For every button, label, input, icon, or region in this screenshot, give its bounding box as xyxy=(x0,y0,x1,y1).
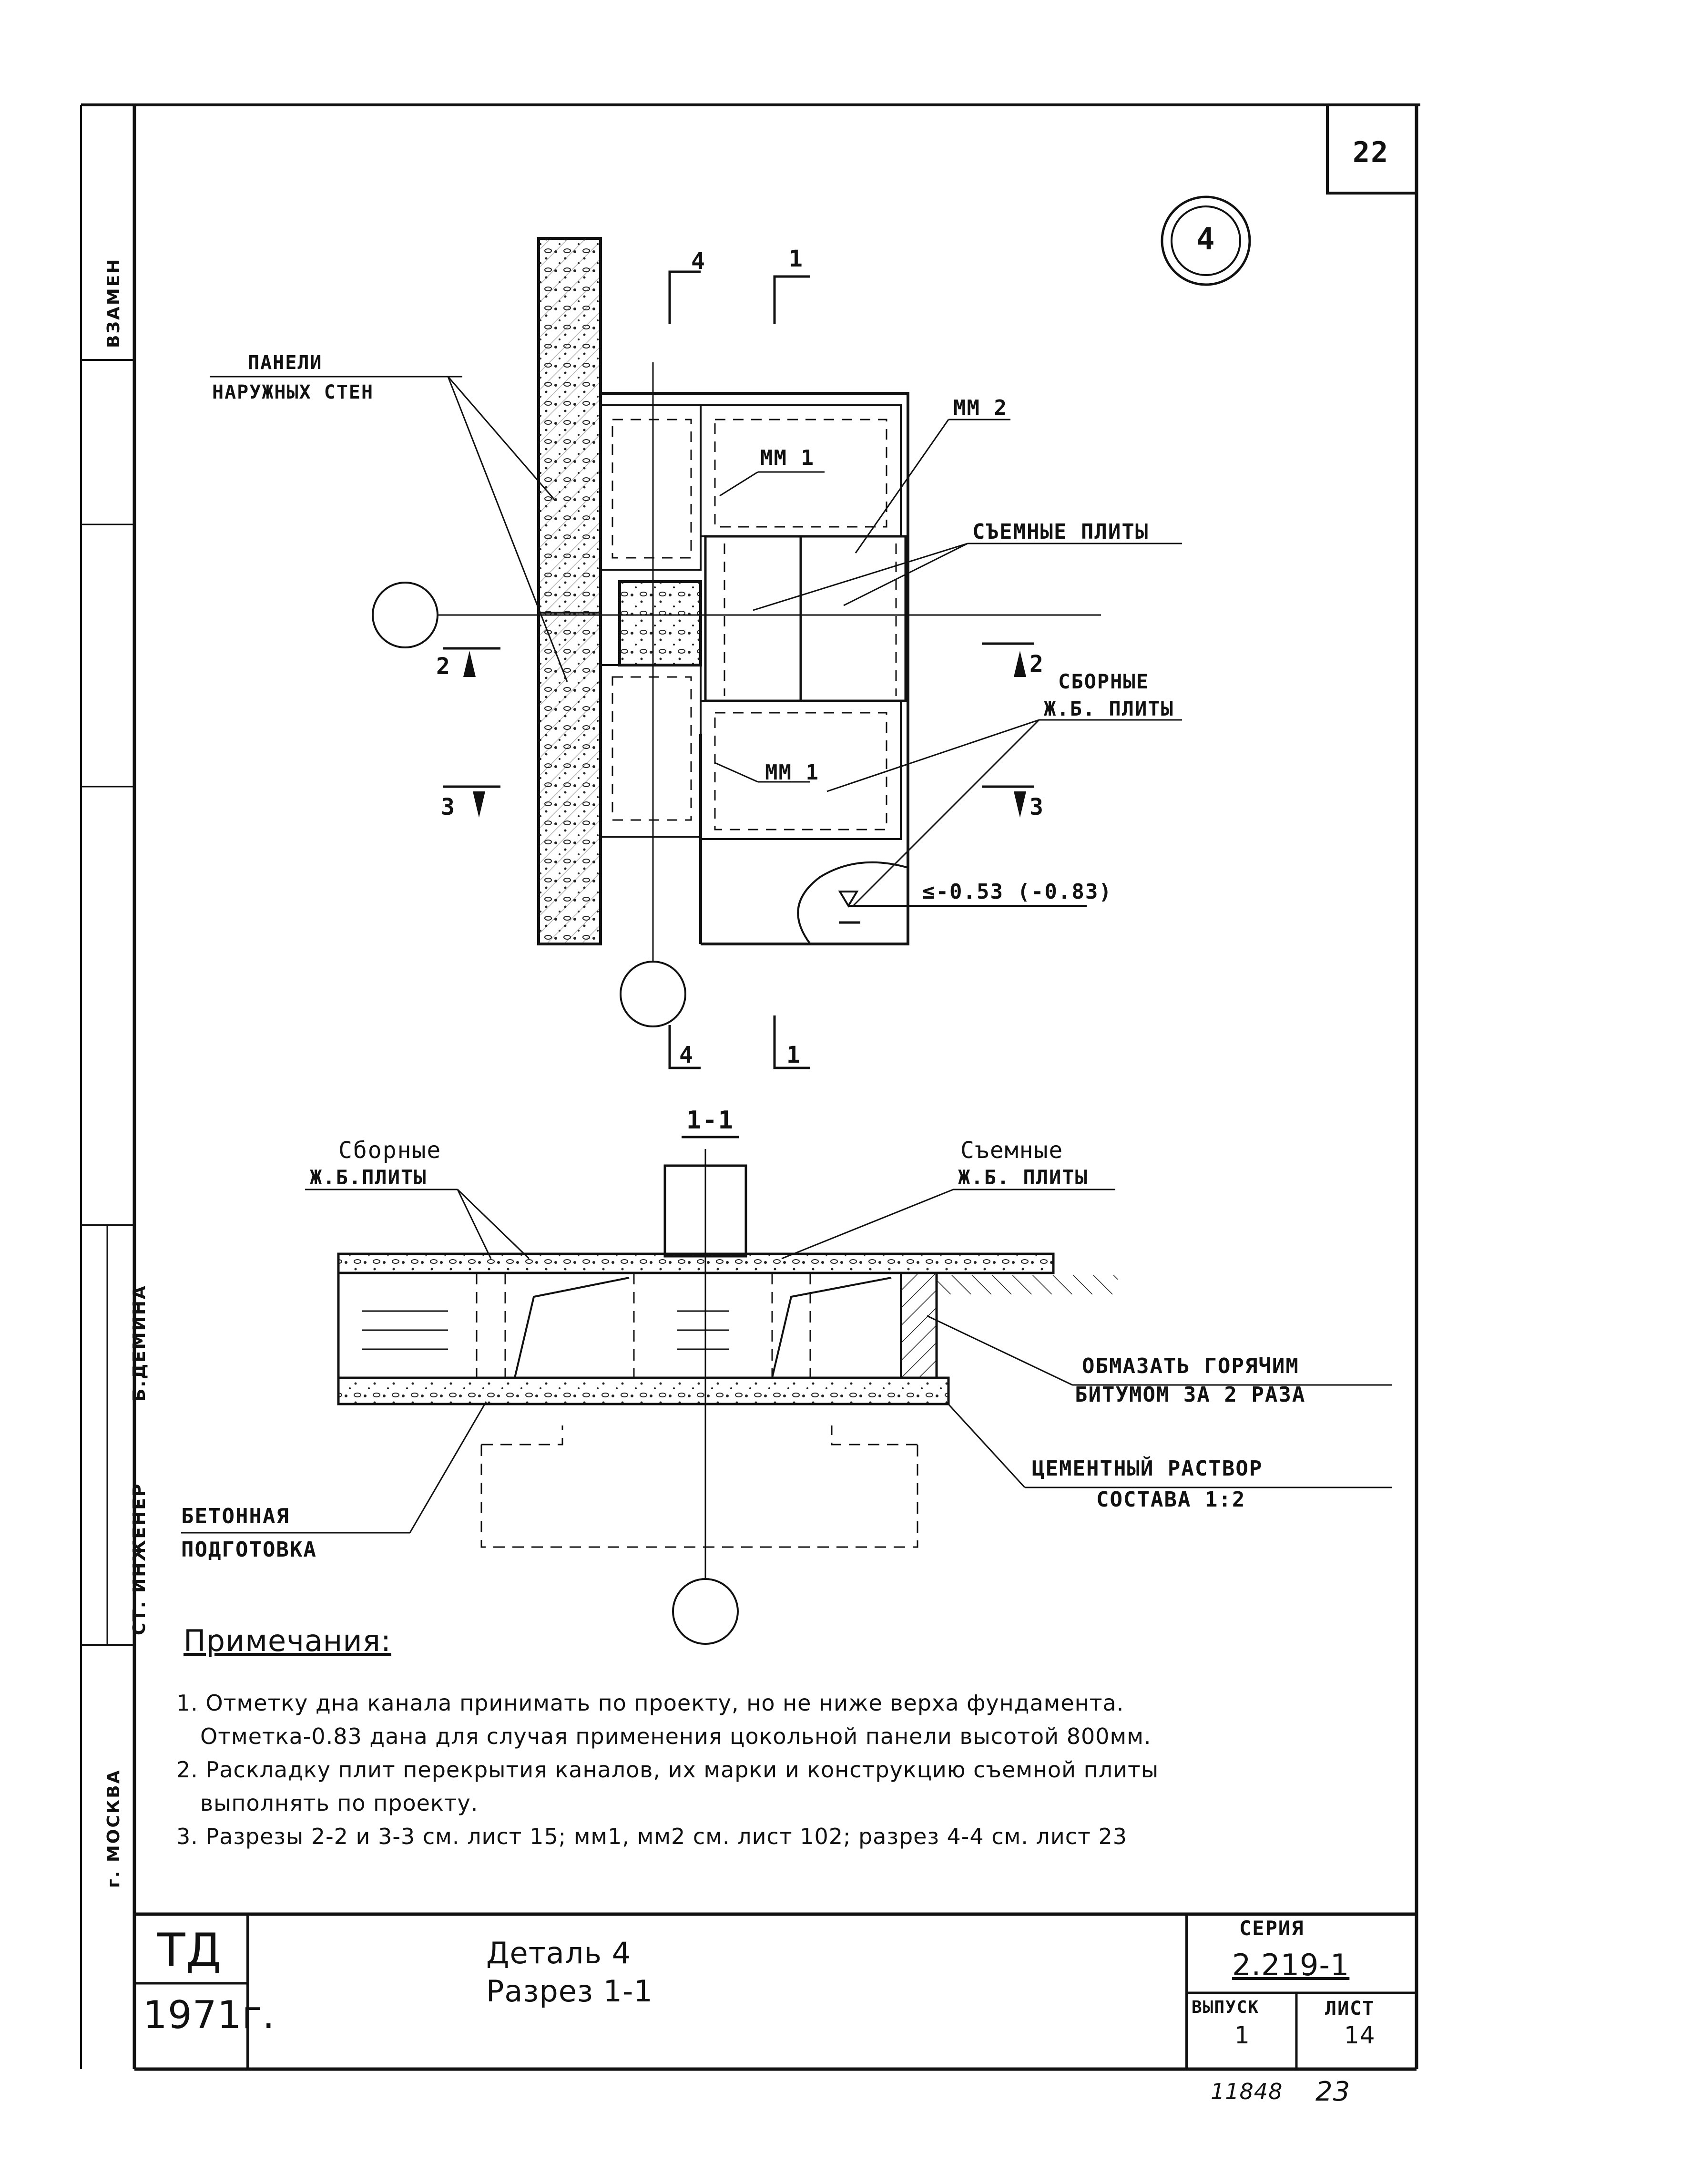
tb-issue-value: 1 xyxy=(1234,2021,1250,2049)
title-block-lines xyxy=(134,1914,1417,2069)
cut-3-right: 3 xyxy=(1030,794,1044,820)
label-precast-2: Ж.Б. ПЛИТЫ xyxy=(1044,697,1174,720)
section-label-precast-2: Ж.Б.ПЛИТЫ xyxy=(310,1166,427,1189)
tb-series-label: СЕРИЯ xyxy=(1239,1917,1305,1940)
tb-issue-label: ВЫПУСК xyxy=(1192,1998,1260,2017)
label-precast-1: СБОРНЫЕ xyxy=(1058,670,1150,693)
stamp-engineer-role: СТ. ИНЖЕНЕР xyxy=(130,1482,149,1635)
note-line-1: 1. Отметку дна канала принимать по проекту, но не ниже верха фундамента. xyxy=(176,1690,1124,1716)
tb-title-2: Разрез 1-1 xyxy=(486,1974,653,2009)
section-label-concrete-1: БЕТОННАЯ xyxy=(181,1504,290,1528)
stamp-engineer-name: Б.ДЕМИНА xyxy=(130,1284,149,1402)
section-label-removable-2: Ж.Б. ПЛИТЫ xyxy=(958,1166,1088,1189)
section-label-concrete-2: ПОДГОТОВКА xyxy=(181,1538,317,1562)
note-line-4: выполнять по проекту. xyxy=(200,1790,479,1816)
section-label-removable-1: Съемные xyxy=(960,1137,1064,1164)
section-label-precast-1: Сборные xyxy=(338,1137,442,1164)
tb-sheet-label: ЛИСТ xyxy=(1325,1998,1375,2020)
section-label-bitumen-1: ОБМАЗАТЬ ГОРЯЧИМ xyxy=(1082,1354,1299,1378)
detail-marker-number: 4 xyxy=(1196,222,1216,257)
archive-number: 11848 xyxy=(1211,2079,1283,2104)
label-wall-panels-2: НАРУЖНЫХ СТЕН xyxy=(212,381,374,403)
cut-3-left: 3 xyxy=(441,794,456,820)
note-line-2: Отметка-0.83 дана для случая применения цокольной панели высотой 800мм. xyxy=(200,1723,1152,1749)
stamp-city: г. МОСКВА xyxy=(104,1769,123,1888)
tb-series-value: 2.219-1 xyxy=(1232,1948,1350,1982)
section-label-mortar-1: ЦЕМЕНТНЫЙ РАСТВОР xyxy=(1032,1456,1263,1481)
elevation-mark: ≤-0.53 (-0.83) xyxy=(922,880,1112,904)
notes-heading: Примечания: xyxy=(183,1623,391,1658)
note-line-3: 2. Раскладку плит перекрытия каналов, их марки и конструкцию съемной плиты xyxy=(176,1757,1159,1783)
archive-page: 23 xyxy=(1315,2076,1351,2107)
cut-4-bottom: 4 xyxy=(679,1042,694,1068)
tb-year: 1971г. xyxy=(143,1993,275,2037)
label-mm1-top: ММ 1 xyxy=(760,446,815,470)
cut-2-right: 2 xyxy=(1030,651,1044,677)
sheet-number: 22 xyxy=(1353,136,1389,169)
section-label-mortar-2: СОСТАВА 1:2 xyxy=(1096,1487,1246,1512)
section-label-bitumen-2: БИТУМОМ ЗА 2 РАЗА xyxy=(1075,1383,1306,1407)
tb-title-1: Деталь 4 xyxy=(486,1936,632,1970)
note-line-5: 3. Разрезы 2-2 и 3-3 см. лист 15; мм1, мм2 см. лист 102; разрез 4-4 см. лист 23 xyxy=(176,1824,1128,1849)
section-title: 1-1 xyxy=(686,1106,734,1135)
tb-org: ТД xyxy=(157,1924,222,1977)
cut-4-top: 4 xyxy=(691,248,706,275)
cut-1-bottom: 1 xyxy=(786,1042,801,1068)
tb-sheet-value: 14 xyxy=(1344,2021,1376,2049)
cut-2-left: 2 xyxy=(436,653,451,680)
cut-1-top: 1 xyxy=(789,246,804,272)
label-mm2: ММ 2 xyxy=(953,396,1008,420)
label-removable-slabs: СЪЕМНЫЕ ПЛИТЫ xyxy=(972,520,1149,544)
stamp-vzamen: ВЗАМЕН xyxy=(104,257,123,348)
label-mm1-bottom: ММ 1 xyxy=(765,760,819,785)
label-wall-panels-1: ПАНЕЛИ xyxy=(248,352,323,374)
